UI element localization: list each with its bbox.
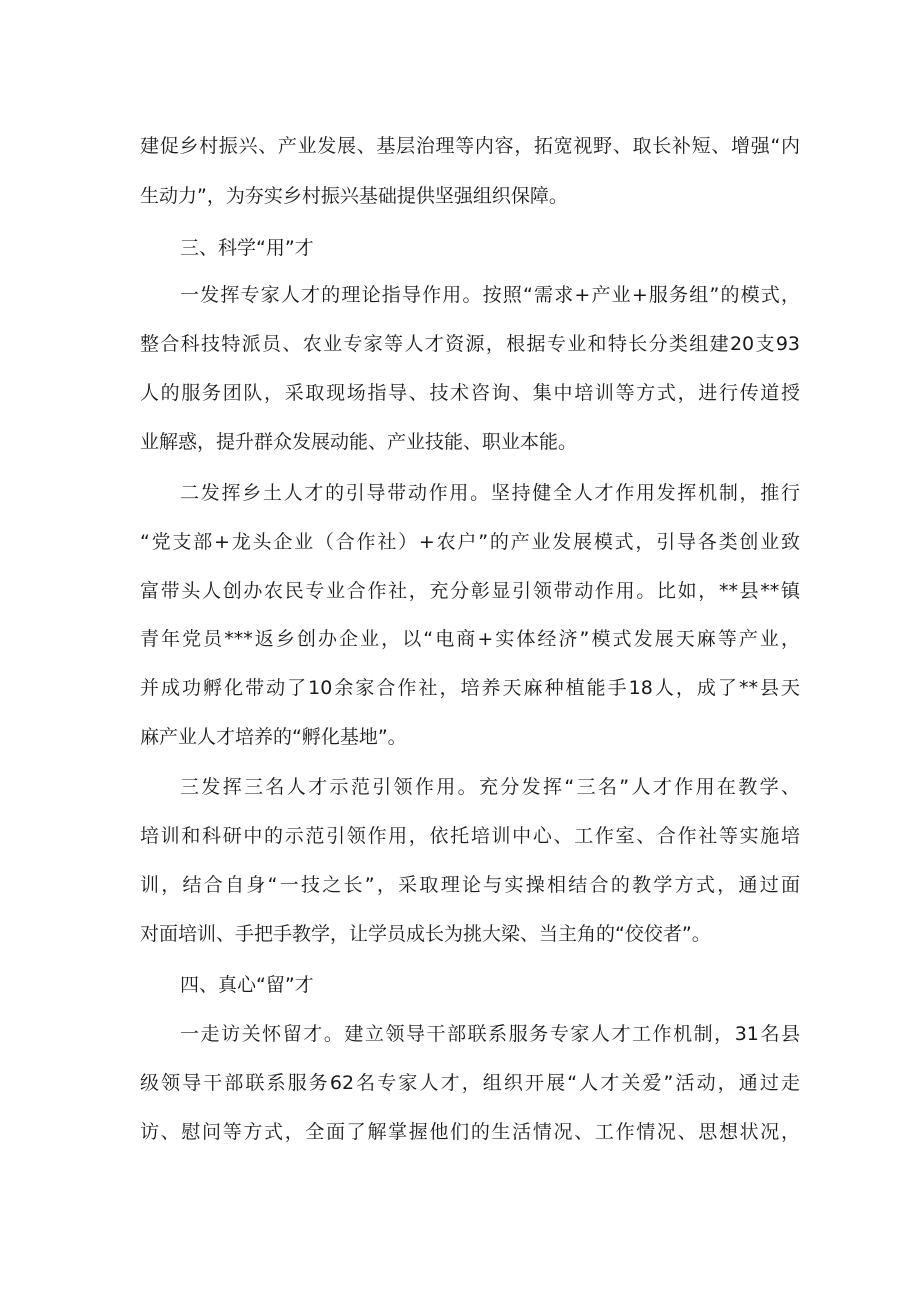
paragraph-first-line: 二发挥乡土人才的引导带动作用。坚持健全人才作用发挥机制，推行 [180, 482, 800, 504]
body-text-line: 人的服务团队，采取现场指导、技术咨询、集中培训等方式，进行传道授 [140, 382, 800, 404]
body-text-line: 麻产业人才培养的“孵化基地”。 [140, 726, 407, 748]
body-text-line: 对面培训、手把手教学，让学员成长为挑大梁、当主角的“佼佼者”。 [140, 923, 711, 945]
body-text-line: 生动力”，为夯实乡村振兴基础提供坚强组织保障。 [140, 185, 568, 207]
body-text-line: “党支部+龙头企业（合作社）+农户”的产业发展模式，引导各类创业致 [140, 531, 800, 553]
body-text-line: 富带头人创办农民专业合作社，充分彰显引领带动作用。比如，**县**镇 [140, 580, 800, 602]
body-text-line: 级领导干部联系服务62名专家人才，组织开展“人才关爱”活动，通过走 [140, 1072, 800, 1094]
body-text-line: 并成功孵化带动了10余家合作社，培养天麻种植能手18人，成了**县天 [140, 677, 800, 699]
paragraph-first-line: 一走访关怀留才。建立领导干部联系服务专家人才工作机制，31名县 [180, 1023, 800, 1045]
body-text-line: 业解惑，提升群众发展动能、产业技能、职业本能。 [140, 431, 578, 453]
paragraph-first-line: 三发挥三名人才示范引领作用。充分发挥“三名”人才作用在教学、 [180, 776, 800, 798]
body-text-line: 训，结合自身“一技之长”，采取理论与实操相结合的教学方式，通过面 [140, 874, 800, 896]
body-text-line: 培训和科研中的示范引领作用，依托培训中心、工作室、合作社等实施培 [140, 825, 800, 847]
body-text-line: 青年党员***返乡创办企业，以“电商+实体经济”模式发展天麻等产业， [140, 628, 800, 650]
section-heading: 三、科学“用”才 [180, 237, 314, 259]
body-text-line: 建促乡村振兴、产业发展、基层治理等内容，拓宽视野、取长补短、增强“内 [140, 135, 800, 157]
paragraph-first-line: 一发挥专家人才的理论指导作用。按照“需求+产业+服务组”的模式， [180, 284, 800, 306]
section-heading: 四、真心“留”才 [180, 974, 314, 996]
body-text-line: 整合科技特派员、农业专家等人才资源，根据专业和特长分类组建20支93 [140, 333, 800, 355]
body-text-line: 访、慰问等方式，全面了解掌握他们的生活情况、工作情况、思想状况， [140, 1121, 800, 1143]
